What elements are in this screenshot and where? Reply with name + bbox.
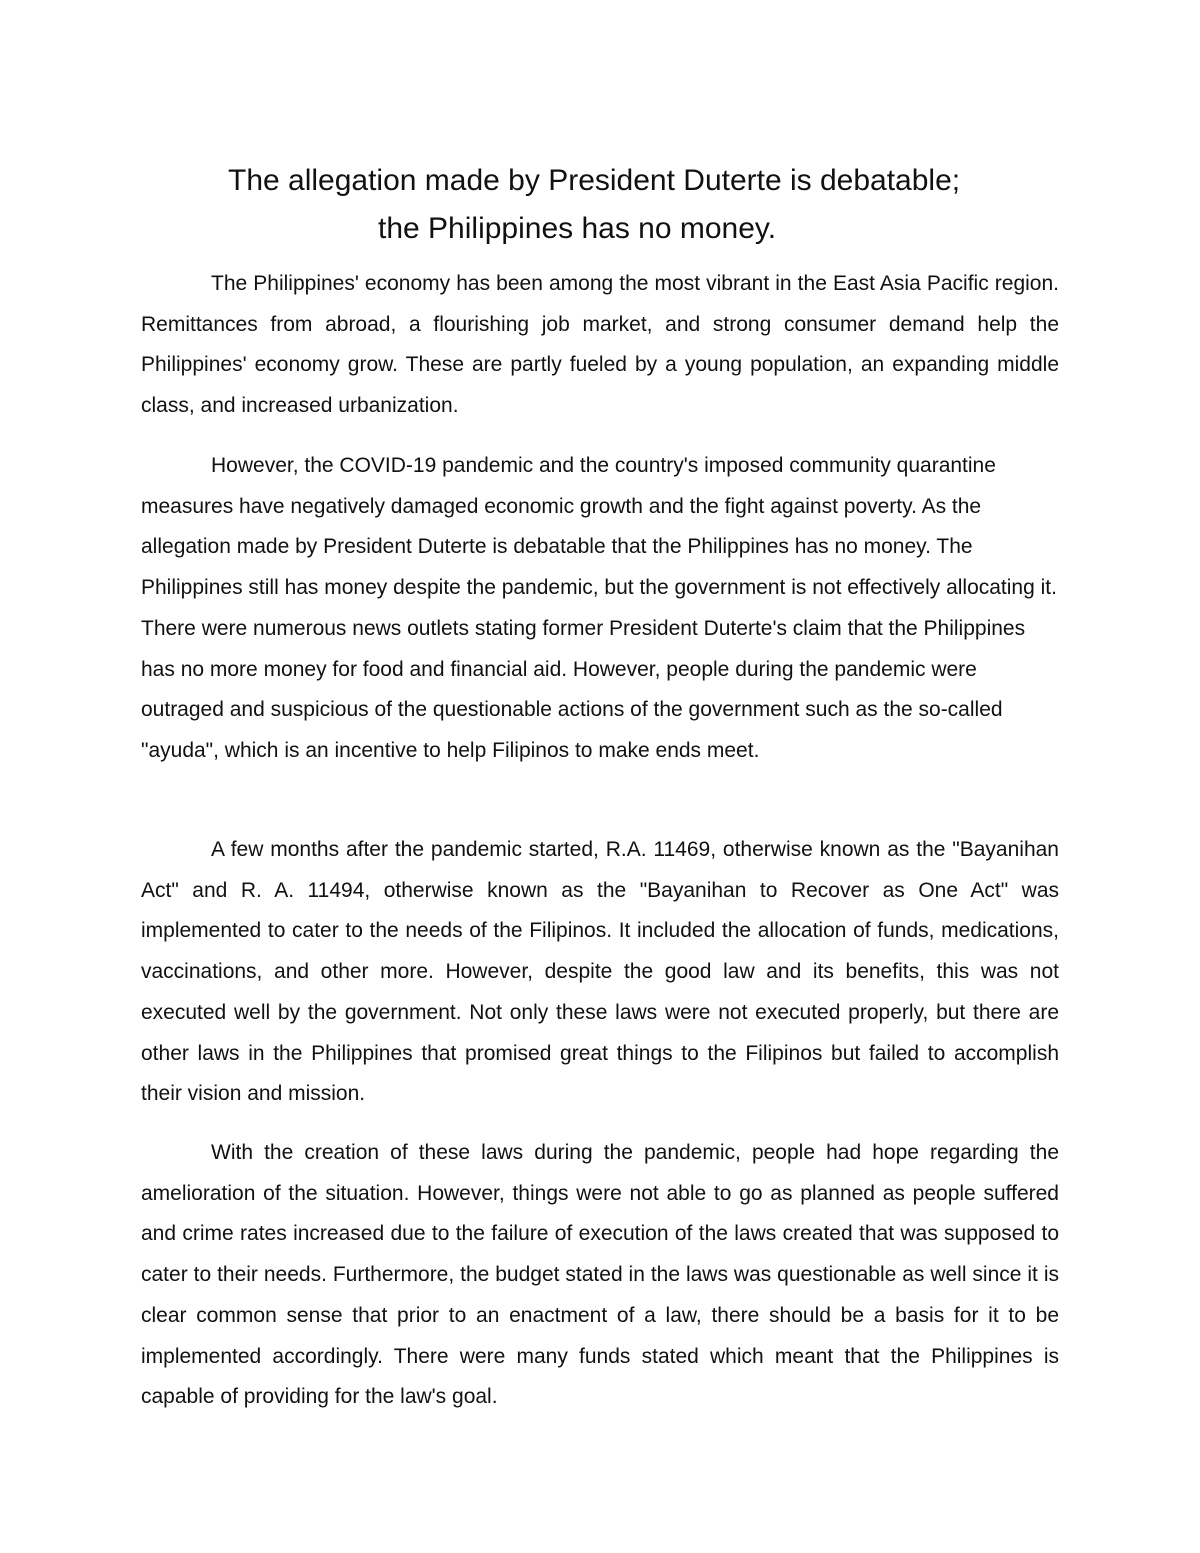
document-title-line-1: The allegation made by President Duterte is debatable; <box>228 164 961 197</box>
paragraph-4: With the creation of these laws during the pandemic, people had hope regarding the amelioration of the situation. However, things were not able to go as planned as people suffered and crime rates increased due to the failure of execution of the laws created that was supposed to cater to their needs. Furthermore, the budget stated in the laws was questionable as well since it is clear common sense that prior to an enactment of a law, there should be a basis for it to be implemented accordingly. There were many funds stated which meant that the Philippines is capable of providing for the law's goal. <box>141 1141 1059 1409</box>
document-title-line-2: the Philippines has no money. <box>378 212 777 245</box>
paragraph-1: The Philippines' economy has been among the most vibrant in the East Asia Pacific region. Remittances from abroad, a flourishing job market, and strong consumer demand help the Philippines' economy grow. These are partly fueled by a young population, an expanding middle class, and increased urbanization. <box>141 272 1059 418</box>
paragraph-2: However, the COVID-19 pandemic and the country's imposed community quarantine measures have negatively damaged economic growth and the fight against poverty. As the allegation made by President Duterte is debatable that the Philippines has no money. The Philippines still has money despite the pandemic, but the government is not effectively allocating it. There were numerous news outlets stating former President Duterte's claim that the Philippines has no more money for food and financial aid. However, people during the pandemic were outraged and suspicious of the questionable actions of the government such as the so-called "ayuda", which is an incentive to help Filipinos to make ends meet. <box>141 454 1057 762</box>
paragraph-3: A few months after the pandemic started, R.A. 11469, otherwise known as the "Bayanihan Act" and R. A. 11494, otherwise known as the "Bayanihan to Recover as One Act" was implemented to cater to the needs of the Filipinos. It included the allocation of funds, medications, vaccinations, and other more. However, despite the good law and its benefits, this was not executed well by the government. Not only these laws were not executed properly, but there are other laws in the Philippines that promised great things to the Filipinos but failed to accomplish their vision and mission. <box>141 838 1059 1106</box>
